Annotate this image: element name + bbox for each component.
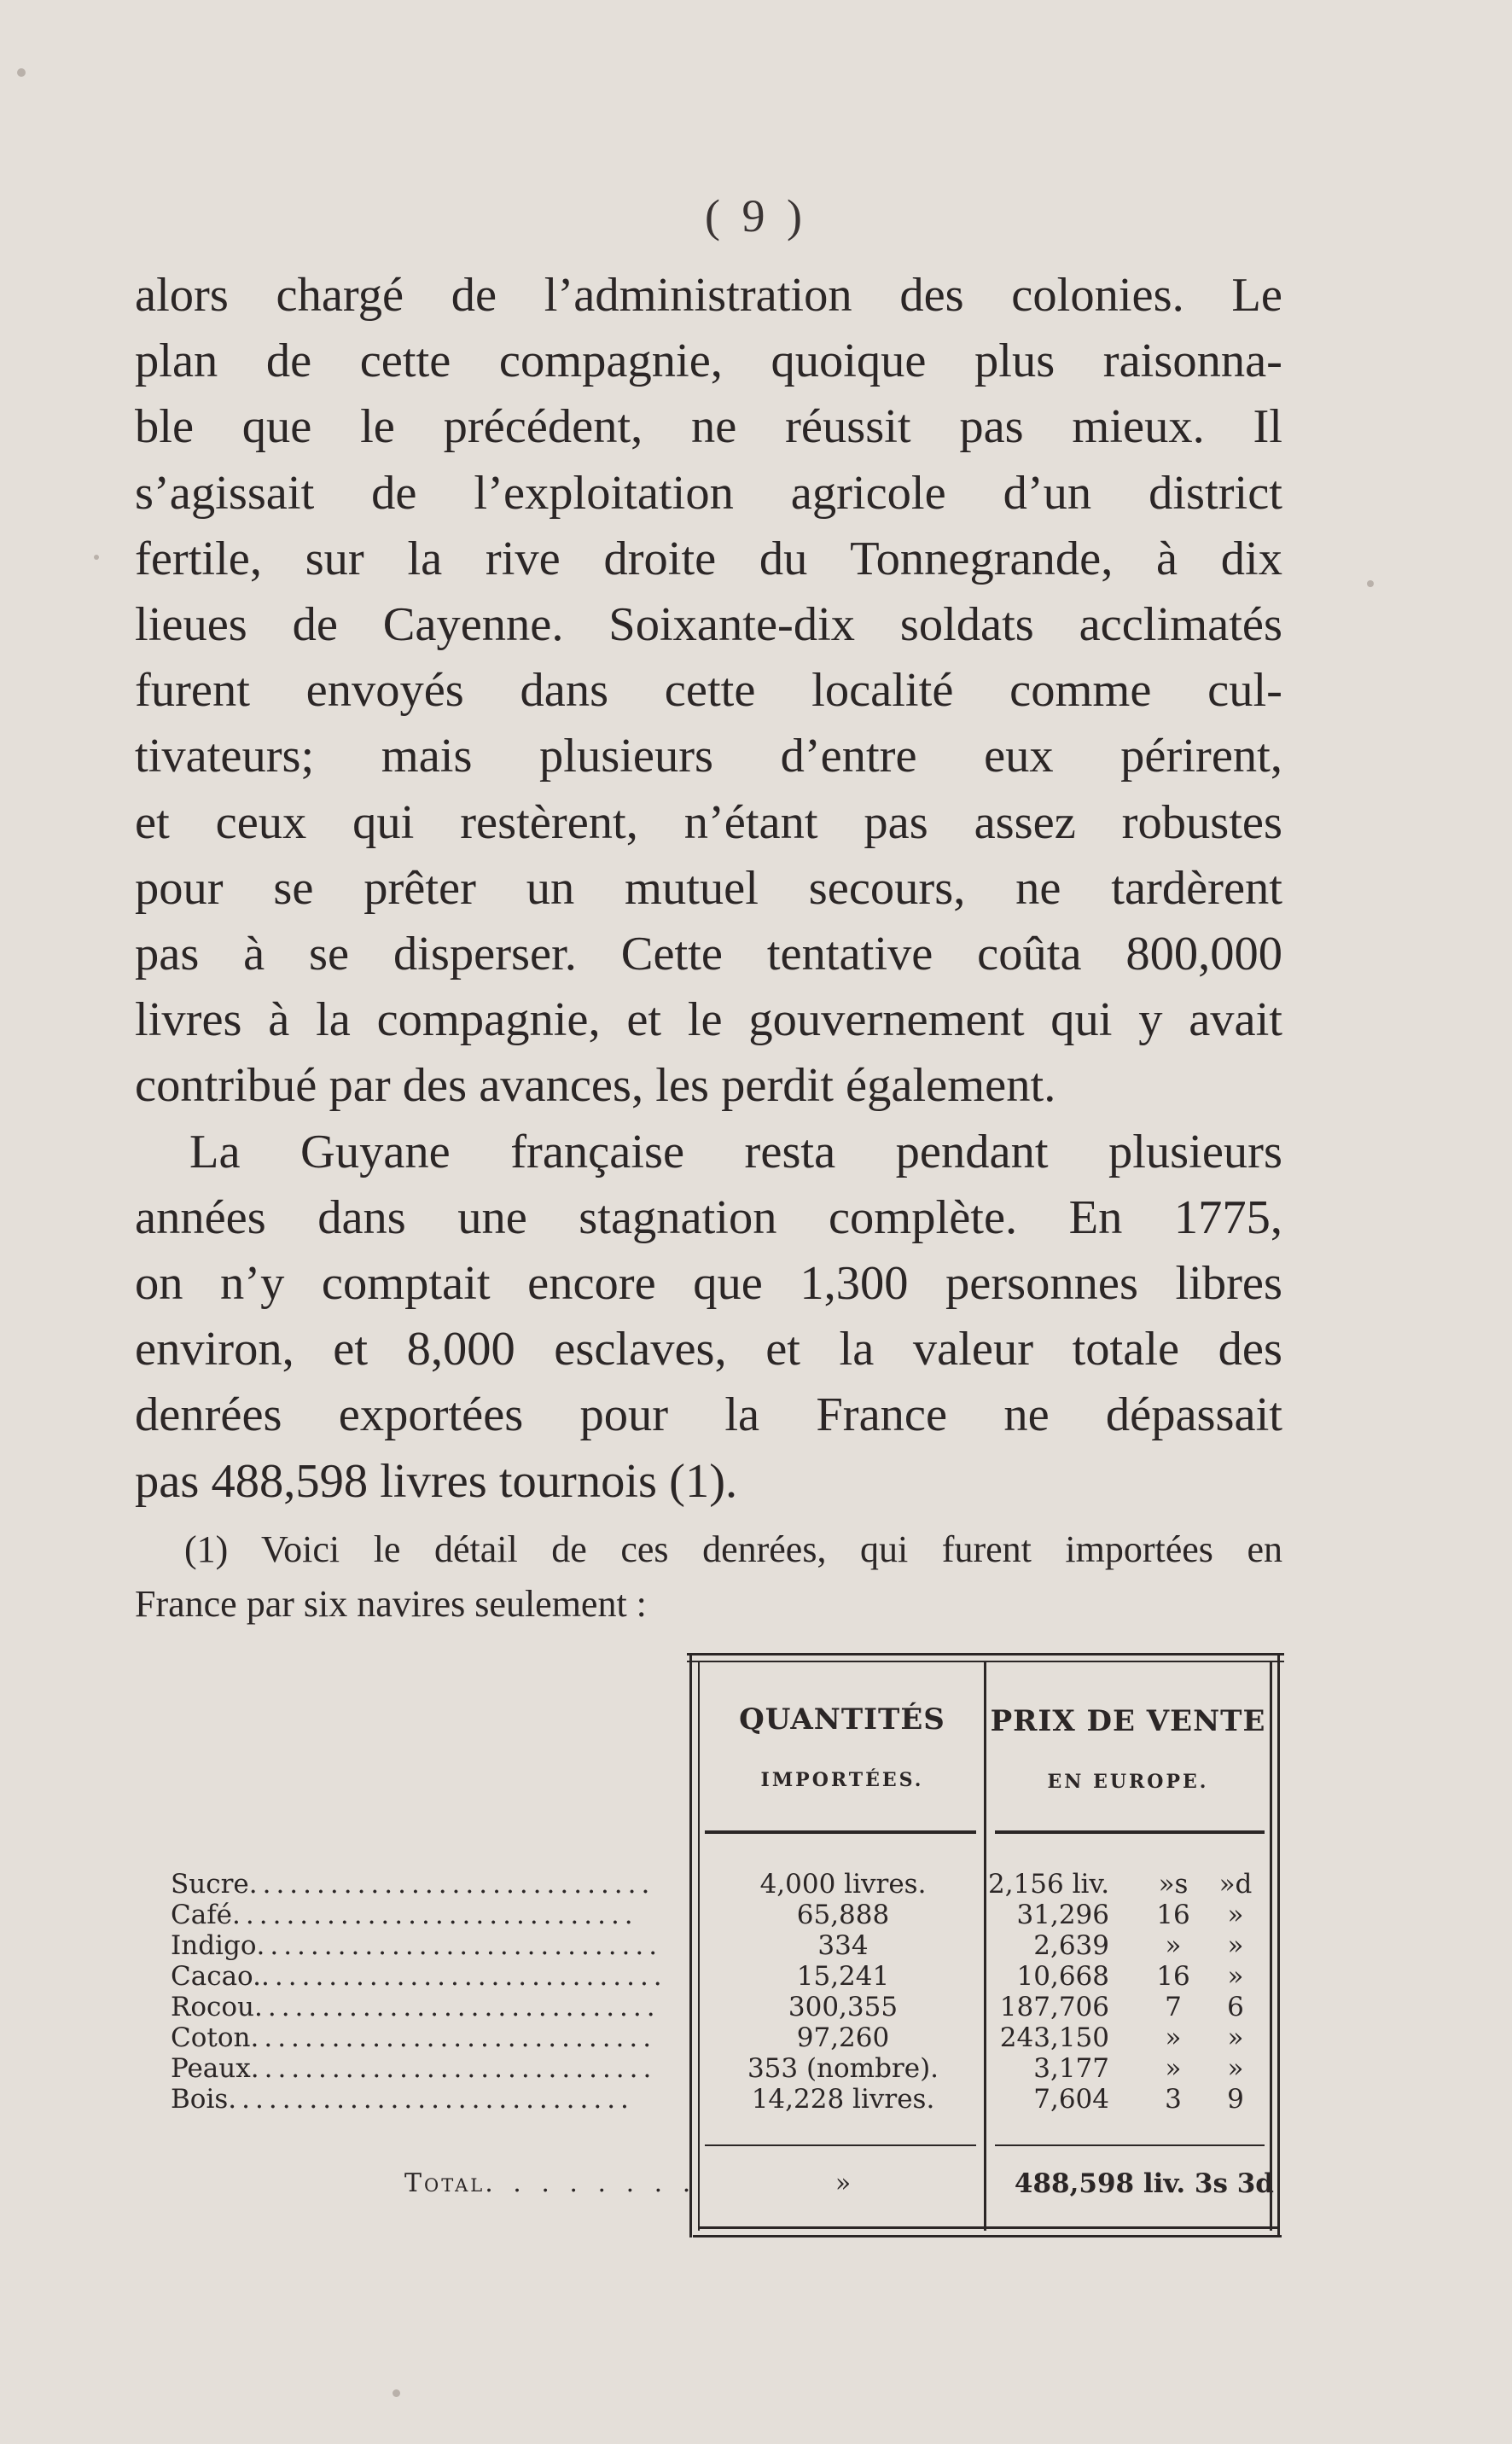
row-den: »d bbox=[1218, 1869, 1253, 1900]
table-mid-rule bbox=[984, 1661, 986, 2231]
row-qty: 353 (nombre). bbox=[747, 2053, 939, 2084]
total-prix: 488,598 liv. 3s 3d bbox=[1014, 2168, 1274, 2199]
row-sous: 16 bbox=[1156, 1961, 1190, 1992]
row-label: Sucre bbox=[171, 1869, 249, 1900]
row-qty: 4,000 livres. bbox=[759, 1869, 927, 1900]
body-line: alors chargé de l’administration des colonies. Le bbox=[135, 269, 1282, 322]
page: ( 9 ) alors chargé de l’administration des colonies. Le plan de cette compagnie, quoique plus raisonna- ble que le précédent, ne réussit pas mieux. Il s’agissait de l’exploitation agricole d’un district fertile, sur la rive droite du Tonnegrande, à dix lieues de Cayenne. Soixante-dix soldats acclimatés furent envoyés dans cette localité comme cul- tivateurs; mais plusieurs d’entre eux périrent, et ceux qui restèrent, n’étant pas assez robustes pour se prêter un mutuel secours, ne tardèrent pas à se disperser. Cette tentative coûta 800,000 livres à la compagnie, et le gouvernement qui y avait contribué par des avances, les perdit également. La Guyane française resta pendant plusieurs années dans une stagnation complète. En 1775, on n’y comptait encore que 1,300 personnes libres environ, et 8,000 esclaves, et la valeur totale des denrées exportées pour la France ne dépassait pas 488,598 livres tournois (1). (1) Voici le détail de ces denrées, qui furent importées en France par six navires seulement : QUANTITÉS IMPORTÉES. PRIX DE VENTE EN EUROPE. Sucre.............................. 4,000 livres. 2,156 liv. »s »d Café.............................. 65,888 31,296 16 » Indigo.............................. 334 2,639 » » Cacao............................... 15,241 10,668 16 » Rocou.............................. 300,355 187,706 7 6 Coton.............................. 97,260 243,150 » » Peaux.............................. 353 (nombre). 3,177 » » Bois.............................. 14,228 livres. 7,604 3 9 Total. . . . . . . . » 488,598 liv. 3s 3d bbox=[0, 0, 1512, 2444]
paper-speck bbox=[17, 68, 26, 77]
row-prix: 2,156 liv. bbox=[988, 1869, 1110, 1900]
row-prix: 31,296 bbox=[1016, 1900, 1109, 1930]
row-qty: 300,355 bbox=[788, 1992, 898, 2022]
body-line: s’agissait de l’exploitation agricole d’un district bbox=[135, 466, 1282, 520]
body-line: pas 488,598 livres tournois (1). bbox=[135, 1454, 738, 1508]
body-line: tivateurs; mais plusieurs d’entre eux périrent, bbox=[135, 730, 1282, 783]
body-line: ble que le précédent, ne réussit pas mieux. Il bbox=[135, 400, 1282, 454]
body-line: pas à se disperser. Cette tentative coûta 800,000 bbox=[135, 928, 1282, 981]
header-quantites-sub: IMPORTÉES. bbox=[760, 1769, 924, 1791]
body-line: furent envoyés dans cette localité comme cul- bbox=[135, 664, 1282, 718]
body-line: plan de cette compagnie, quoique plus raisonna- bbox=[135, 335, 1282, 388]
total-rule-left bbox=[705, 2144, 976, 2146]
header-prix-sub: EN EUROPE. bbox=[1047, 1771, 1209, 1793]
row-den: » bbox=[1227, 2022, 1244, 2053]
row-den: » bbox=[1227, 1930, 1244, 1961]
total-rule-right bbox=[995, 2144, 1265, 2146]
header-underline-right bbox=[995, 1830, 1265, 1834]
table-right-rule bbox=[1270, 1661, 1272, 2231]
row-den: » bbox=[1227, 1961, 1244, 1992]
header-underline-left bbox=[705, 1830, 976, 1834]
header-prix: PRIX DE VENTE bbox=[990, 1704, 1266, 1738]
footnote-line: (1) Voici le détail de ces denrées, qui furent importées en bbox=[184, 1528, 1282, 1570]
body-line: environ, et 8,000 esclaves, et la valeur totale des bbox=[135, 1323, 1282, 1376]
table-top-rule bbox=[687, 1653, 1284, 1656]
row-prix: 2,639 bbox=[1033, 1930, 1109, 1961]
row-label: Bois bbox=[171, 2084, 229, 2115]
row-den: » bbox=[1227, 2053, 1244, 2084]
table-left-rule-inner bbox=[698, 1661, 700, 2231]
row-den: » bbox=[1227, 1900, 1244, 1930]
row-den: 9 bbox=[1227, 2084, 1244, 2115]
body-line: lieues de Cayenne. Soixante-dix soldats acclimatés bbox=[135, 598, 1282, 652]
total-qty: » bbox=[835, 2168, 852, 2198]
body-line: années dans une stagnation complète. En 1775, bbox=[135, 1190, 1282, 1244]
paper-speck bbox=[94, 555, 99, 560]
total-row-label: Total. . . . . . . . bbox=[404, 2168, 697, 2198]
row-label: Indigo bbox=[171, 1930, 257, 1961]
row-qty: 65,888 bbox=[796, 1900, 890, 1930]
row-sous: »s bbox=[1158, 1869, 1189, 1900]
row-prix: 243,150 bbox=[999, 2022, 1109, 2053]
table-bottom-rule bbox=[698, 2226, 1280, 2229]
paper-speck bbox=[393, 2389, 400, 2397]
table-bottom-rule-outer bbox=[693, 2235, 1282, 2237]
body-line: La Guyane française resta pendant plusieurs bbox=[189, 1125, 1282, 1178]
row-qty: 97,260 bbox=[796, 2022, 890, 2053]
header-quantites: QUANTITÉS bbox=[739, 1702, 945, 1737]
row-label: Café bbox=[171, 1900, 233, 1930]
page-number: ( 9 ) bbox=[705, 190, 807, 241]
row-sous: » bbox=[1165, 1930, 1182, 1961]
row-qty: 334 bbox=[817, 1930, 869, 1961]
row-prix: 187,706 bbox=[999, 1992, 1109, 2022]
body-line: pour se prêter un mutuel secours, ne tardèrent bbox=[135, 861, 1282, 915]
row-qty: 15,241 bbox=[796, 1961, 890, 1992]
total-label: Total bbox=[404, 2168, 486, 2198]
body-line: et ceux qui restèrent, n’étant pas assez robustes bbox=[135, 795, 1282, 849]
body-line: on n’y comptait encore que 1,300 personnes libres bbox=[135, 1257, 1282, 1311]
row-sous: » bbox=[1165, 2022, 1182, 2053]
row-label: Rocou bbox=[171, 1992, 254, 2022]
row-den: 6 bbox=[1227, 1992, 1244, 2022]
row-sous: » bbox=[1165, 2053, 1182, 2084]
row-label: Peaux bbox=[171, 2053, 251, 2084]
row-sous: 7 bbox=[1165, 1992, 1182, 2022]
row-sous: 3 bbox=[1165, 2084, 1182, 2115]
body-line: contribué par des avances, les perdit également. bbox=[135, 1059, 1056, 1113]
footnote-line: France par six navires seulement : bbox=[135, 1583, 647, 1625]
paper-speck bbox=[1367, 580, 1374, 587]
body-line: livres à la compagnie, et le gouvernement qui y avait bbox=[135, 993, 1282, 1047]
body-text bbox=[135, 263, 1282, 1515]
body-line: fertile, sur la rive droite du Tonnegrande, à dix bbox=[135, 532, 1282, 585]
footnote bbox=[135, 1522, 1282, 1632]
body-line: denrées exportées pour la France ne dépassait bbox=[135, 1388, 1282, 1442]
row-label: Coton bbox=[171, 2022, 251, 2053]
row-label: Cacao. bbox=[171, 1961, 262, 1992]
row-qty: 14,228 livres. bbox=[751, 2084, 935, 2115]
row-sous: 16 bbox=[1156, 1900, 1190, 1930]
row-prix: 7,604 bbox=[1033, 2084, 1109, 2115]
row-prix: 3,177 bbox=[1033, 2053, 1109, 2084]
row-prix: 10,668 bbox=[1016, 1961, 1109, 1992]
table-right-rule-outer bbox=[1277, 1656, 1280, 2237]
